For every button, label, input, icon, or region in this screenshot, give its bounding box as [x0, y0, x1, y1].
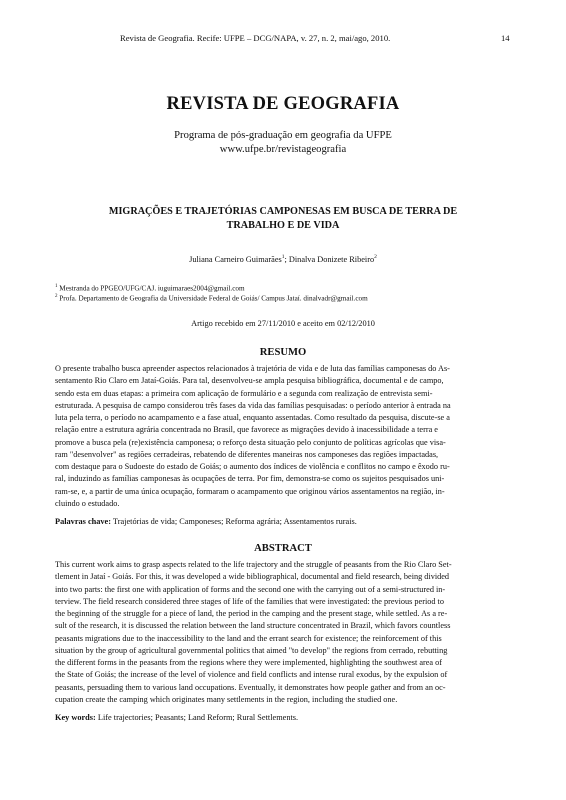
author-name: Dinalva Donizete Ribeiro: [288, 254, 375, 264]
text-line: the different forms in the peasants from the regions where they were implemented, highlighting the southwest area of: [55, 658, 443, 667]
resumo-keywords: [55, 517, 513, 526]
page-number: 14: [501, 33, 510, 43]
keywords-label: Key words:: [55, 713, 96, 722]
text-line: sentamento Rio Claro em Jataí-Goiás. Para tal, desenvolveu-se ampla pesquisa bibliográfica, documental e de campo,: [55, 376, 444, 386]
resumo-body: [55, 363, 513, 510]
text-line: peasants, persuading them to various land occupations. Eventually, it demonstrates how people gather and from an oc-: [55, 682, 446, 692]
text-line: terview. The field research considered three stages of life of the families that were investigated: the previous period to: [55, 596, 444, 606]
author-name: Juliana Carneiro Guimarães: [189, 254, 282, 264]
article-title-line: TRABALHO E DE VIDA: [226, 220, 340, 231]
text-line: cluindo o estudado.: [55, 498, 120, 508]
text-line: into two parts: the first one with application of forms and the second one with the carrying out of a semi-structured in-: [55, 584, 446, 594]
program-name: Programa de pós-graduação em geografia da UFPE: [174, 130, 392, 141]
article-title-line: MIGRAÇÕES E TRAJETÓRIAS CAMPONESAS EM BUSCA DE TERRA DE: [108, 206, 458, 217]
journal-title: REVISTA DE GEOGRAFIA: [166, 94, 400, 114]
text-line: the beginning of the struggle for a piece of land, the period in the camping and the present stage, while settled. As a re-: [55, 609, 448, 618]
text-line: com destaque para o Sudoeste do estado de Goiás; o aumento dos índices de violência e conflitos no campo e êxodo ru-: [55, 462, 450, 471]
footnote-text: Profa. Departamento de Geografia da Universidade Federal de Goiás/ Campus Jataí. dinalvadr@gmail.com: [57, 294, 368, 303]
running-head-text: Revista de Geografia. Recife: UFPE – DCG/NAPA, v. 27, n. 2, mai/ago, 2010.: [120, 33, 391, 43]
text-line: This current work aims to grasp aspects related to the life trajectory and the struggle of peasants from the Rio Claro Set-: [55, 560, 452, 569]
text-line: O presente trabalho busca apreender aspectos relacionados à trajetória de vida e de luta das famílias camponesas do As-: [55, 364, 450, 373]
authors: [0, 254, 566, 264]
keywords-text: Life trajectories; Peasants; Land Reform; Rural Settlements.: [95, 713, 299, 722]
text-line: the State of Goiás; the increase of the level of violence and field conflicts and intense rural exodus, by the expulsion of: [55, 670, 448, 680]
abstract-body: [55, 559, 513, 706]
resumo-heading: RESUMO: [259, 347, 307, 358]
abstract-heading: ABSTRACT: [254, 543, 312, 554]
keywords-label: Palavras chave:: [55, 517, 111, 526]
footnote-text: Mestranda do PPGEO/UFG/CAJ. iuguimaraes2004@gmail.com: [57, 284, 245, 293]
text-line: ram-se, e, a partir de uma única ocupação, formaram o acampamento que originou vários assentamentos na região, in-: [55, 486, 445, 496]
text-line: sendo esta em duas etapas: a primeira com aplicação de formulário e a segunda com realização de entrevista semi-: [55, 388, 433, 398]
text-line: tlement in Jataí - Goiás. For this, it was developed a wide bibliographical, documental and field research, being divided: [55, 572, 450, 582]
text-line: situation by the group of agricultural governmental politics that aimed "to develop" the regions from cerrado, rebutting: [55, 645, 448, 655]
abstract-keywords: [55, 713, 513, 722]
footnote-mark: 1: [281, 254, 285, 260]
text-line: ral, induzindo as famílias camponesas às ocupações de terra. Por fim, demonstra-se como os sujeitos pesquisados uni-: [55, 474, 445, 484]
journal-website: www.ufpe.br/revistageografia: [219, 144, 347, 155]
keywords-text: Trajetórias de vida; Camponeses; Reforma agrária; Assentamentos rurais.: [111, 517, 357, 526]
footnote-mark: 2: [374, 254, 377, 260]
text-line: relação entre a estrutura agrária concentrada no Brasil, que favorece as migrações devido à inacessibilidade a terra e: [55, 425, 438, 435]
footnote-mark: 2: [55, 294, 58, 299]
article-title: [80, 205, 486, 233]
text-line: ram "desenvolver" as regiões cerradeiras, rebatendo de diferentes maneiras nos camponeses das regiões impactadas,: [55, 449, 439, 459]
text-line: promove a busca pela (re)existência camponesa; o reforço desta situação pelo conjunto de políticas agrícolas que visa-: [55, 437, 446, 447]
footnote: [55, 294, 368, 302]
received-date: Artigo recebido em 27/11/2010 e aceito em 02/12/2010: [191, 319, 375, 328]
footnote: [55, 284, 245, 292]
text-line: sult of the research, it is discussed the relation between the land structure concentrated in Brazil, which favors countless: [55, 621, 451, 631]
text-line: peasants migrations due to the inaccessibility to the land and the errant search for existence; the reinforcement of this: [55, 633, 442, 643]
author-separator: ;: [284, 254, 289, 264]
text-line: luta pela terra, o período no acampamento e a fase atual, enquanto assentadas. Como resultado da pesquisa, discute-se a: [55, 413, 450, 422]
text-line: cupation create the camping which originates many settlements in the region, including the studied one.: [55, 694, 398, 704]
text-line: estruturada. A pesquisa de campo considerou três fases da vida das famílias pesquisadas: o período anterior à entrada na: [55, 400, 451, 410]
footnote-mark: 1: [55, 284, 58, 289]
